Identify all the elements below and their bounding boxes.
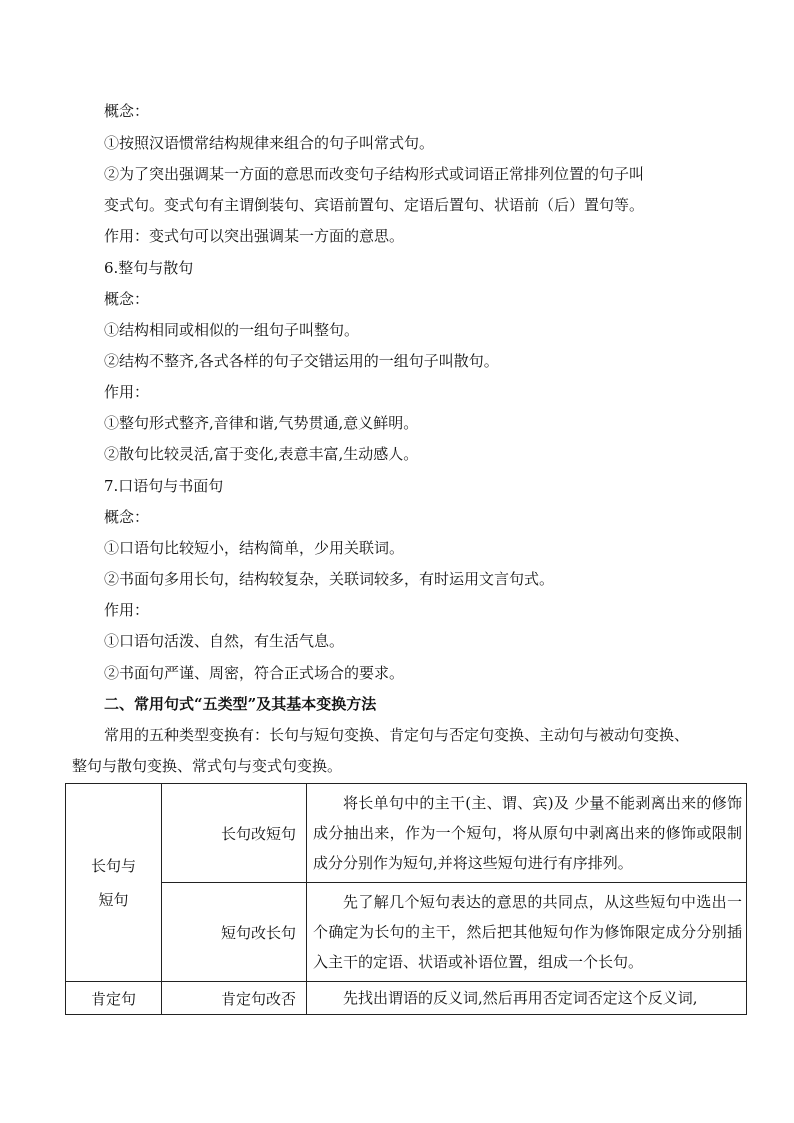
text-line: ①口语句比较短小，结构简单，少用关联词。 — [104, 539, 405, 557]
text-line: ②书面句多用长句，结构较复杂，关联词较多，有时运用文言句式。 — [104, 570, 555, 588]
text-line: 变式句。变式句有主谓倒装句、宾语前置句、定语后置句、状语前（后）置句等。 — [104, 196, 645, 214]
text-line: ②结构不整齐,各式各样的句子交错运用的一组句子叫散句。 — [104, 352, 499, 370]
text-line: ①结构相同或相似的一组句子叫整句。 — [104, 321, 360, 339]
table-row — [66, 883, 747, 982]
function-label: 作用： — [104, 383, 150, 401]
text-line: ①按照汉语惯常结构规律来组合的句子叫常式句。 — [104, 134, 435, 152]
conversion-table — [65, 783, 747, 1015]
table-row — [66, 784, 747, 883]
description-cell: 先了解几个短句表达的意思的共同点，从这些短句中选出一个确定为长句的主干，然后把其他短句作为修饰限定成分分别插入主干的定语、状语或补语位置，组成一个长句。 — [307, 883, 747, 982]
category-cell: 肯定句 — [66, 982, 162, 1015]
concept-label: 概念： — [104, 290, 150, 308]
concept-label: 概念： — [104, 508, 150, 526]
text-line: ①整句形式整齐,音律和谐,气势贯通,意义鲜明。 — [104, 414, 419, 432]
section-heading: 二、常用句式“五类型”及其基本变换方法 — [104, 695, 377, 713]
category-label-line: 长句与 — [90, 856, 136, 875]
subsection-heading: 6.整句与散句 — [104, 259, 194, 277]
text-line: ①口语句活泼、自然，有生活气息。 — [104, 632, 345, 650]
function-label: 作用： — [104, 601, 150, 619]
intro-line-1: 常用的五种类型变换有：长句与短句变换、肯定句与否定句变换、主动句与被动句变换、 — [104, 726, 690, 744]
text-line: ②散句比较灵活,富于变化,表意丰富,生动感人。 — [104, 445, 419, 463]
method-cell: 长句改短句 — [162, 784, 307, 883]
method-cell: 肯定句改否 — [162, 982, 307, 1015]
subsection-heading: 7.口语句与书面句 — [104, 477, 224, 495]
category-label-line: 短句 — [98, 890, 129, 909]
text-line: ②书面句严谨、周密，符合正式场合的要求。 — [104, 664, 405, 682]
category-cell — [66, 784, 162, 982]
description-cell: 先找出谓语的反义词,然后再用否定词否定这个反义词, — [307, 982, 747, 1015]
intro-line-2: 整句与散句变换、常式句与变式句变换。 — [72, 757, 343, 775]
method-cell: 短句改长句 — [162, 883, 307, 982]
function-text: 作用：变式句可以突出强调某一方面的意思。 — [104, 227, 405, 245]
text-line: ②为了突出强调某一方面的意思而改变句子结构形式或词语正常排列位置的句子叫 — [104, 165, 645, 183]
table-row — [66, 982, 747, 1015]
concept-label: 概念： — [104, 102, 150, 120]
description-cell: 将长单句中的主干(主、谓、宾)及 少量不能剥离出来的修饰成分抽出来，作为一个短句，将从原句中剥离出来的修饰或限制成分分别作为短句,并将这些短句进行有序排列。 — [307, 784, 747, 883]
